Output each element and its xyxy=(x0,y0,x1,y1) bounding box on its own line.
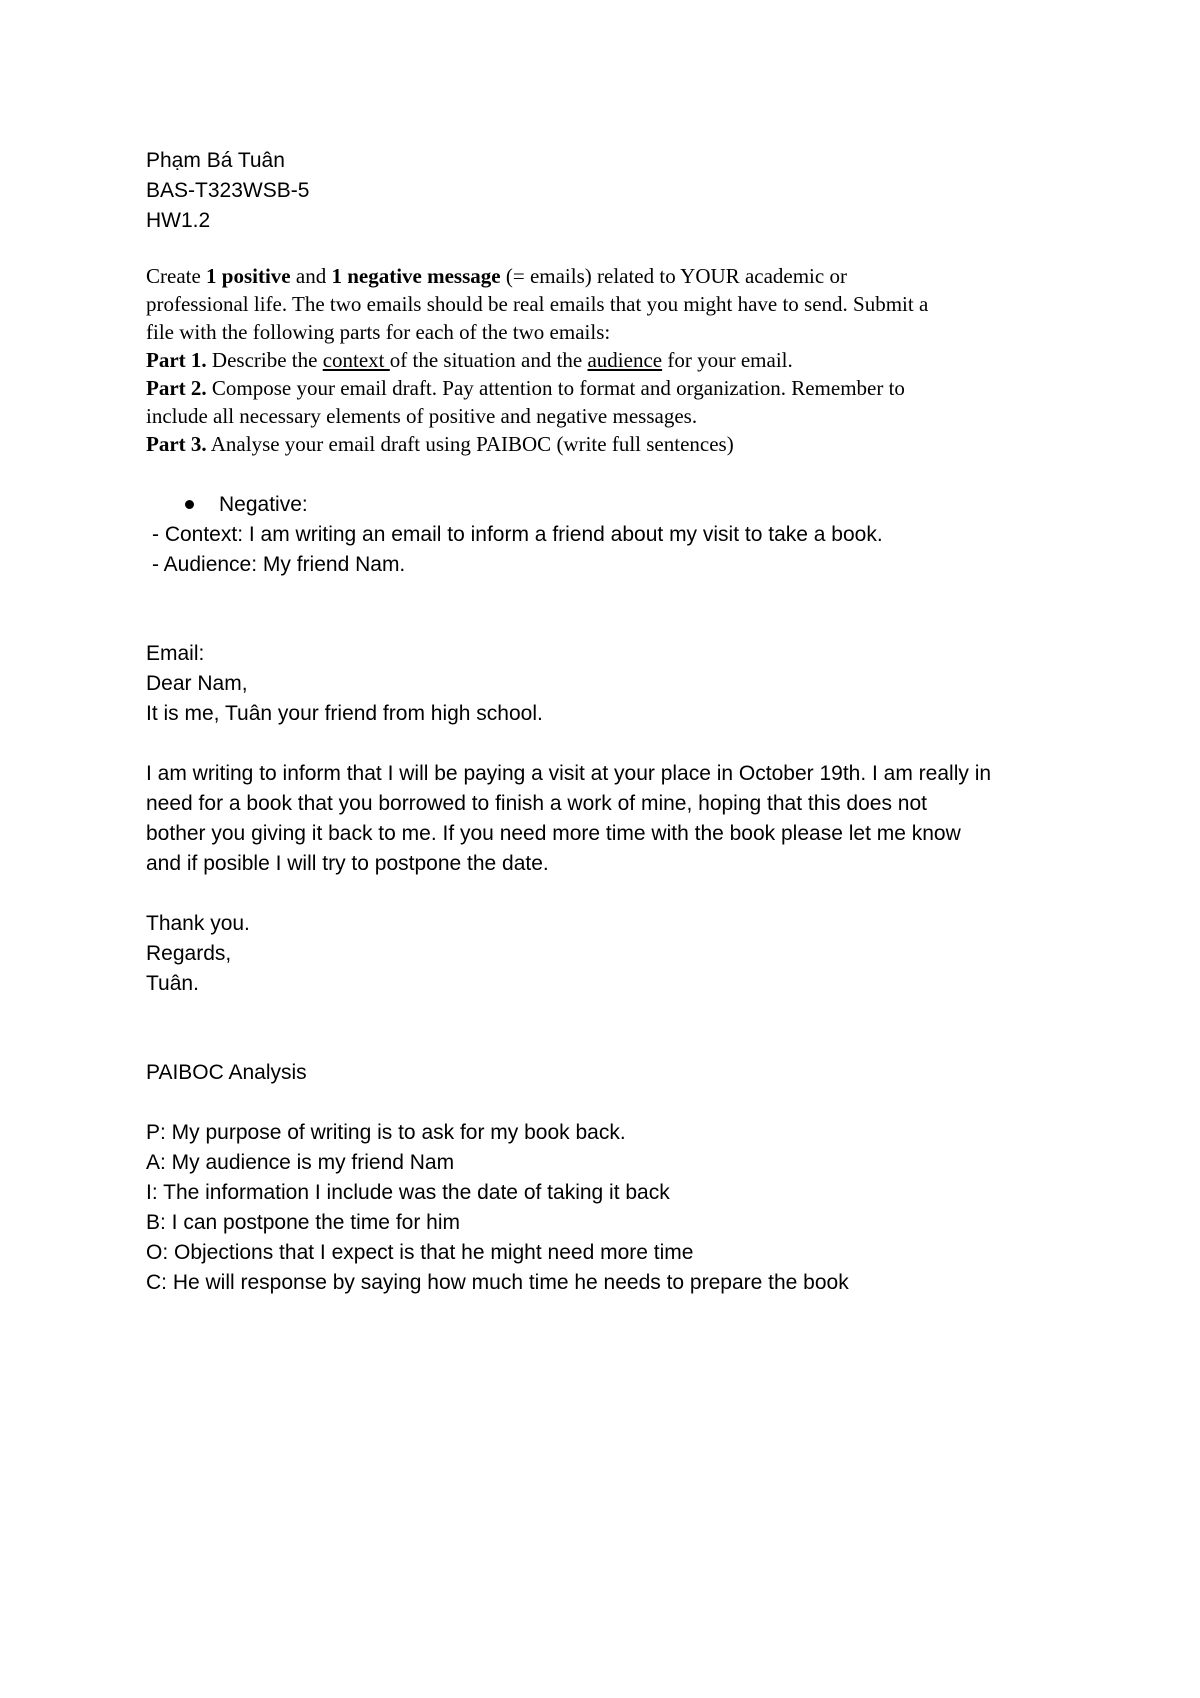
paiboc-title: PAIBOC Analysis xyxy=(146,1061,307,1084)
instructions-part-2 xyxy=(146,378,905,399)
email-intro: It is me, Tuân your friend from high school. xyxy=(146,702,543,725)
part-2-label: Part 2. xyxy=(146,376,207,400)
instr-text: and xyxy=(290,264,332,288)
email-thanks: Thank you. xyxy=(146,912,250,935)
instr-text: Analyse your email draft using PAIBOC (write full sentences) xyxy=(206,432,734,456)
negative-context: - Context: I am writing an email to inform a friend about my visit to take a book. xyxy=(152,523,883,546)
class-code: BAS-T323WSB-5 xyxy=(146,179,310,202)
student-name: Phạm Bá Tuân xyxy=(146,149,285,172)
email-body-line: I am writing to inform that I will be paying a visit at your place in October 19th. I am really in xyxy=(146,762,992,785)
email-label: Email: xyxy=(146,642,205,665)
assignment-id: HW1.2 xyxy=(146,209,211,232)
instr-text: of the situation and the xyxy=(389,348,588,372)
paiboc-item: O: Objections that I expect is that he might need more time xyxy=(146,1241,694,1264)
instructions-part-2-cont: include all necessary elements of positive and negative messages. xyxy=(146,404,698,428)
email-closing: Regards, xyxy=(146,942,232,965)
underlined-context: context xyxy=(322,348,390,372)
instr-text: Create xyxy=(146,264,207,288)
email-body-line: bother you giving it back to me. If you need more time with the book please let me know xyxy=(146,822,961,845)
instr-bold-positive: 1 positive xyxy=(206,264,291,288)
negative-heading: Negative: xyxy=(219,493,308,516)
paiboc-item: I: The information I include was the date of taking it back xyxy=(146,1181,670,1204)
instructions-part-3 xyxy=(146,434,734,455)
instructions-line-2: professional life. The two emails should be real emails that you might have to send. Submit a xyxy=(146,292,929,316)
instr-bold-negative: 1 negative message xyxy=(331,264,501,288)
email-greeting: Dear Nam, xyxy=(146,672,248,695)
instructions-line-1 xyxy=(146,266,847,287)
email-body-line: need for a book that you borrowed to finish a work of mine, hoping that this does not xyxy=(146,792,927,815)
instr-text: Compose your email draft. Pay attention to format and organization. Remember to xyxy=(206,376,905,400)
paiboc-item: A: My audience is my friend Nam xyxy=(146,1151,455,1174)
instr-text: Describe the xyxy=(206,348,323,372)
email-body-line: and if posible I will try to postpone the date. xyxy=(146,852,549,875)
underlined-audience: audience xyxy=(587,348,663,372)
instr-text: (= emails) related to YOUR academic or xyxy=(500,264,847,288)
instructions-line-3: file with the following parts for each of the two emails: xyxy=(146,320,611,344)
instructions-part-1 xyxy=(146,350,793,371)
instr-text: for your email. xyxy=(662,348,793,372)
negative-audience: - Audience: My friend Nam. xyxy=(152,553,406,576)
email-signature: Tuân. xyxy=(146,972,199,995)
paiboc-item: B: I can postpone the time for him xyxy=(146,1211,460,1234)
bullet-icon xyxy=(185,500,194,509)
paiboc-item: C: He will response by saying how much time he needs to prepare the book xyxy=(146,1271,849,1294)
paiboc-item: P: My purpose of writing is to ask for my book back. xyxy=(146,1121,626,1144)
part-3-label: Part 3. xyxy=(146,432,207,456)
part-1-label: Part 1. xyxy=(146,348,207,372)
